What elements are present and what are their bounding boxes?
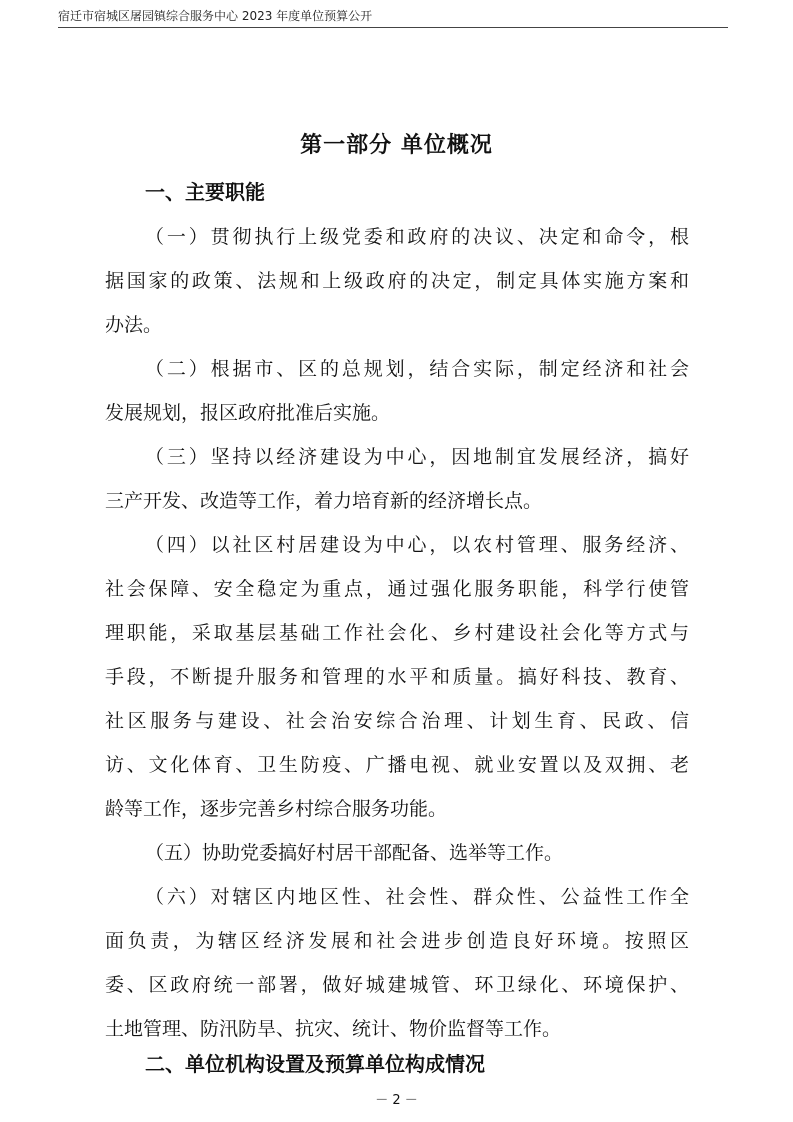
paragraph-line: 社会保障、安全稳定为重点，通过强化服务职能，科学行使管 (105, 578, 689, 600)
paragraph-line: （五）协助党委搞好村居干部配备、选举等工作。 (145, 842, 564, 864)
paragraph-line: （一）贯彻执行上级党委和政府的决议、决定和命令，根 (145, 226, 689, 248)
paragraph-line: 发展规划，报区政府批准后实施。 (105, 402, 391, 424)
paragraph-line: 社区服务与建设、社会治安综合治理、计划生育、民政、信 (105, 710, 689, 732)
paragraph-line: 龄等工作，逐步完善乡村综合服务功能。 (105, 798, 448, 820)
page-title: 第一部分 单位概况 (300, 133, 493, 158)
section-heading-main-functions: 一、主要职能 (145, 180, 265, 204)
header-rule (58, 27, 728, 28)
paragraph-line: 办法。 (105, 314, 163, 336)
paragraph-line: 访、文化体育、卫生防疫、广播电视、就业安置以及双拥、老 (105, 754, 689, 776)
paragraph-line: （四）以社区村居建设为中心，以农村管理、服务经济、 (145, 534, 689, 556)
paragraph-line: （三）坚持以经济建设为中心，因地制宜发展经济，搞好 (145, 446, 689, 468)
paragraph-line: 委、区政府统一部署，做好城建城管、环卫绿化、环境保护、 (105, 974, 689, 996)
paragraph-line: （六）对辖区内地区性、社会性、群众性、公益性工作全 (145, 886, 689, 908)
running-header: 宿迁市宿城区屠园镇综合服务中心 2023 年度单位预算公开 (58, 9, 373, 23)
paragraph-line: （二）根据市、区的总规划，结合实际，制定经济和社会 (145, 358, 689, 380)
section-heading-organization: 二、单位机构设置及预算单位构成情况 (145, 1052, 485, 1076)
paragraph-line: 面负责，为辖区经济发展和社会进步创造良好环境。按照区 (105, 930, 689, 952)
paragraph-line: 理职能，采取基层基础工作社会化、乡村建设社会化等方式与 (105, 622, 689, 644)
paragraph-line: 手段，不断提升服务和管理的水平和质量。搞好科技、教育、 (105, 666, 689, 688)
paragraph-line: 三产开发、改造等工作，着力培育新的经济增长点。 (105, 490, 543, 512)
paragraph-line: 据国家的政策、法规和上级政府的决定，制定具体实施方案和 (105, 270, 689, 292)
page-number: － 2 － (375, 1093, 418, 1108)
paragraph-line: 土地管理、防汛防旱、抗灾、统计、物价监督等工作。 (105, 1018, 562, 1040)
